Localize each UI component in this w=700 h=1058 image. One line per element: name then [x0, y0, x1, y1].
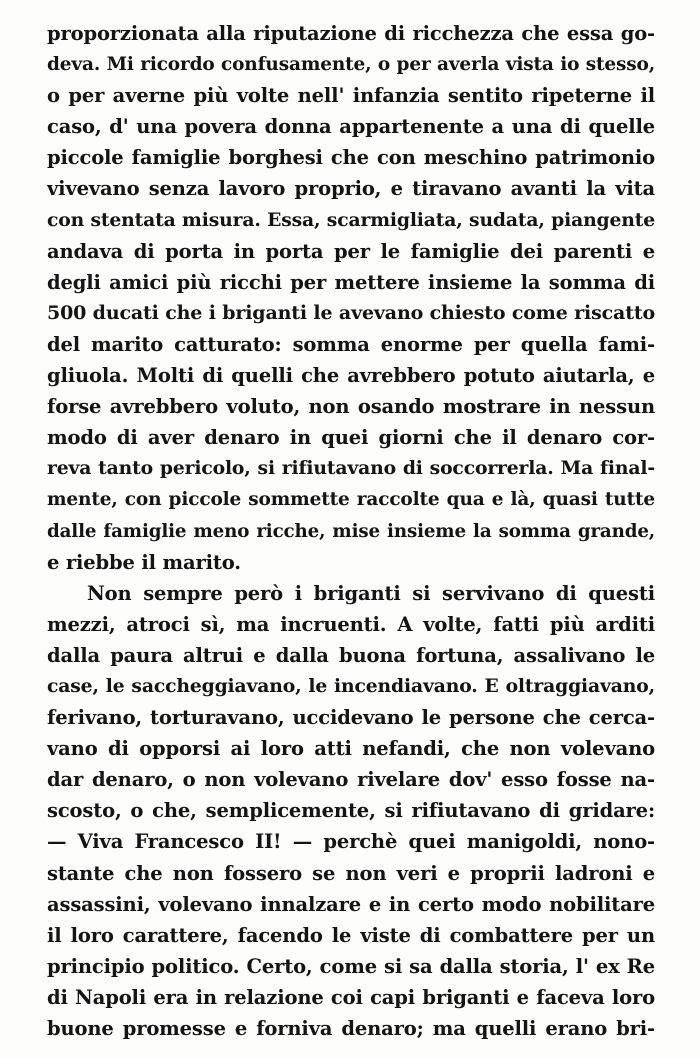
text-line: assassini, volevano innalzare e in certo modo nobilitare: [47, 892, 655, 916]
paragraph-1: [47, 18, 655, 578]
text-line: scosto, o che, semplicemente, si rifiutavano di gridare:: [47, 799, 655, 823]
text-line: o per averne più volte nell' infanzia sentito ripeterne il: [47, 84, 655, 108]
text-line: forse avrebbero voluto, non osando mostrare in nessun: [47, 395, 655, 419]
text-line: caso, d' una povera donna appartenente a una di quelle: [47, 115, 655, 139]
text-line: di Napoli era in relazione coi capi briganti e faceva loro: [47, 985, 655, 1009]
text-line: 500 ducati che i briganti le avevano chiesto come riscatto: [47, 301, 655, 324]
text-line: proporzionata alla riputazione di ricchezza che essa go-: [47, 22, 655, 45]
text-line: reva tanto pericolo, si rifiutavano di soccorrerla. Ma final-: [47, 457, 655, 480]
text-line: ferivano, torturavano, uccidevano le persone che cerca-: [47, 706, 655, 730]
text-line: del marito catturato: somma enorme per quella fami-: [47, 332, 655, 356]
text-line: case, le saccheggiavano, le incendiavano. E oltraggiavano,: [47, 674, 655, 697]
text-line: deva. Mi ricordo confusamente, o per averla vista io stesso,: [47, 54, 655, 76]
text-line: con stentata misura. Essa, scarmigliata, sudata, piangente: [47, 208, 655, 231]
text-line: dar denaro, o non volevano rivelare dov' esso fosse na-: [47, 768, 655, 792]
text-line: modo di aver denaro in quei giorni che il denaro cor-: [47, 426, 655, 450]
text-line: andava di porta in porta per le famiglie dei parenti e: [47, 239, 655, 263]
text-line: vano di opporsi ai loro atti nefandi, che non volevano: [47, 737, 655, 761]
text-line: gliuola. Molti di quelli che avrebbero potuto aiutarla, e: [47, 364, 655, 388]
text-line: mente, con piccole sommette raccolte qua e là, quasi tutte: [47, 489, 655, 511]
text-line: Non sempre però i briganti si servivano di questi: [87, 581, 655, 605]
text-line: stante che non fossero se non veri e proprii ladroni e: [47, 861, 655, 885]
text-line: buone promesse e forniva denaro; ma quelli erano bri-: [47, 1017, 655, 1040]
paragraph-2: [47, 578, 655, 1044]
text-line: degli amici più ricchi per mettere insieme la somma di: [47, 270, 655, 294]
text-line: — Viva Francesco II! — perchè quei manigoldi, nono-: [47, 830, 655, 854]
text-line: mezzi, atroci sì, ma incruenti. A volte, fatti più arditi: [47, 612, 655, 636]
text-line: dalle famiglie meno ricche, mise insieme la somma grande,: [47, 520, 655, 542]
text-line: piccole famiglie borghesi che con meschino patrimonio: [47, 146, 655, 170]
text-line: dalla paura altrui e dalla buona fortuna, assalivano le: [47, 643, 655, 667]
text-line: e riebbe il marito.: [47, 550, 241, 574]
text-line: il loro carattere, facendo le viste di combattere per un: [47, 923, 655, 947]
body-text: [47, 18, 655, 1044]
text-line: vivevano senza lavoro proprio, e tiravano avanti la vita: [47, 177, 655, 201]
text-line: principio politico. Certo, come si sa dalla storia, l' ex Re: [47, 954, 655, 978]
